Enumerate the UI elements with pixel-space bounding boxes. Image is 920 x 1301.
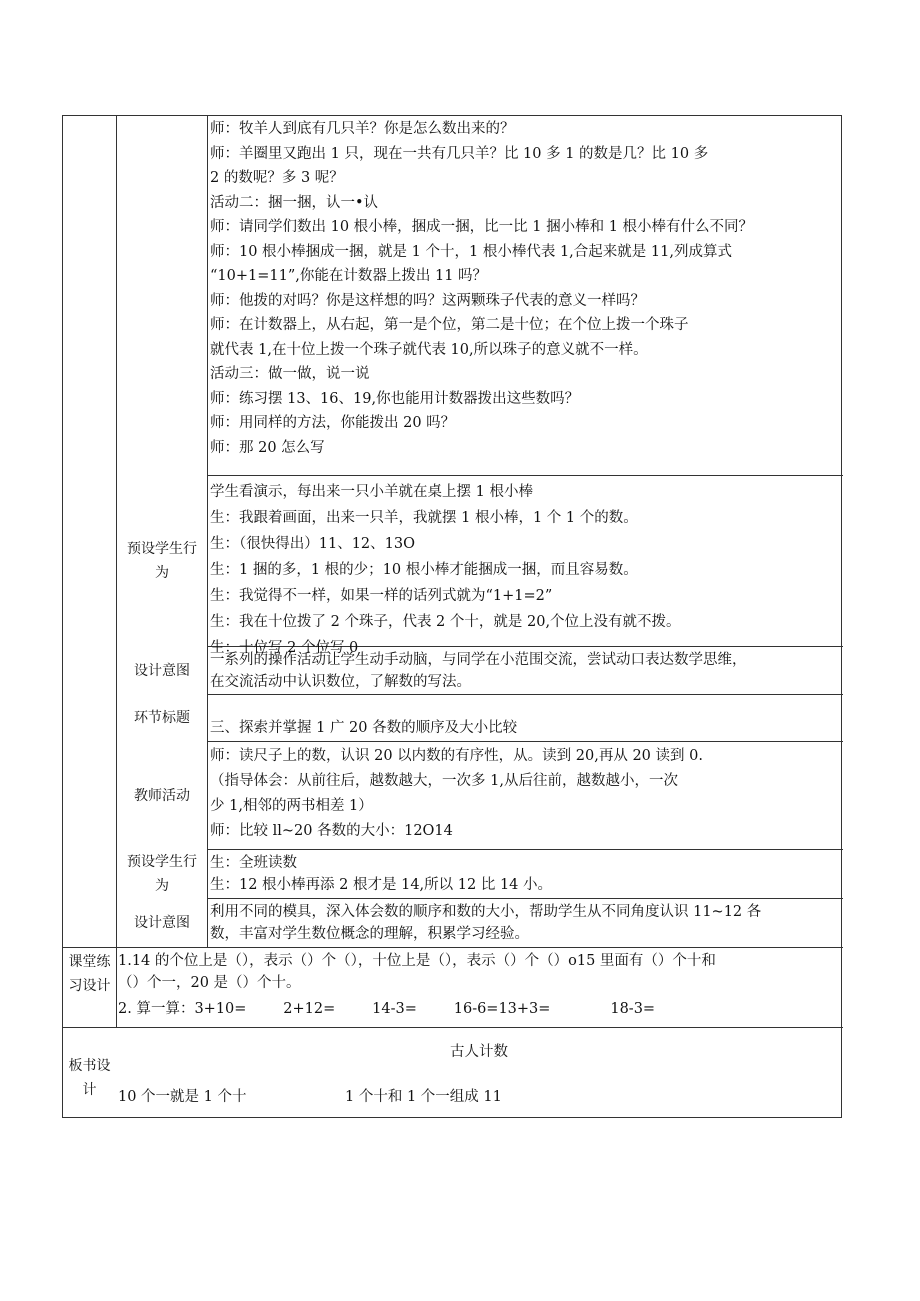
label-text: 为 [155, 878, 169, 894]
student-behavior-text [210, 479, 840, 656]
text-line: 2 的数呢？多 3 呢？ [210, 170, 344, 186]
row-divider [207, 475, 843, 476]
row-divider [63, 947, 843, 948]
text-line: 少 1,相邻的两书相差 1） [210, 798, 373, 814]
text-line: 三、探索并掌握 1 广 20 各数的顺序及大小比较 [210, 720, 518, 736]
board-design-label [63, 1028, 116, 1118]
label-text: 为 [155, 565, 169, 581]
text-line: 生：12 根小棒再添 2 根才是 14,所以 12 比 14 小。 [210, 877, 553, 893]
text-line: 师：那 20 怎么写 [210, 439, 325, 456]
label-text: 设计意图 [134, 915, 190, 931]
student-behavior-label-2 [117, 850, 207, 898]
text-line: 学生看演示，每出来一只小羊就在桌上摆 1 根小棒 [210, 484, 533, 500]
label-text: 计 [82, 1082, 97, 1098]
row-divider [207, 849, 843, 850]
practice-label [63, 948, 116, 1027]
teacher-activity-text-2 [210, 744, 840, 848]
text-line: （指导体会：从前往后，越数越大，一次多 1,从后往前，越数越小，一次 [210, 773, 678, 789]
label-text: 习设计 [68, 978, 111, 994]
text-line: 生：1 捆的多，1 根的少；10 根小棒才能捆成一捆，而且容易数。 [210, 562, 638, 578]
text-line: 师：用同样的方法，你能拨出 20 吗？ [210, 415, 456, 431]
text-line: 师：练习摆 13、16、19,你也能用计数器拨出这些数吗？ [210, 390, 580, 407]
label-text: 预设学生行 [127, 854, 197, 870]
design-intent-label-2 [117, 899, 207, 947]
text-line: 2. 算一算：3+10= 2+12= 14-3= 16-6=13+3= 18-3= [118, 1001, 656, 1017]
design-intent-text-2 [210, 901, 840, 946]
teacher-activity-label [117, 742, 207, 849]
text-line: 利用不同的模具，深入体会数的顺序和数的大小，帮助学生从不同角度认识 11~12 各 [210, 904, 762, 920]
text-line: 一系列的操作活动让学生动手动脑，与同学在小范围交流，尝试动口表达数学思维， [210, 652, 747, 668]
label-text: 板书设 [68, 1058, 111, 1074]
text-line: 活动二：捆一捆，认一•认 [210, 194, 379, 211]
text-line: 师：请同学们数出 10 根小棒，捆成一捆，比一比 1 捆小棒和 1 根小棒有什么不同？ [210, 219, 754, 235]
lesson-plan-table [62, 115, 842, 1118]
label-text: 设计意图 [134, 662, 190, 679]
text-line: 生：（很快得出）11、12、13O [210, 536, 415, 552]
text-line: 师：读尺子上的数，认识 20 以内数的有序性，从。读到 20,再从 20 读到 0. [210, 748, 703, 764]
text-line: 生：十位写 2 个位写 0 [210, 640, 359, 656]
section-title-text [210, 716, 840, 740]
text-line: 师：羊圈里又跑出 1 只，现在一共有几只羊？比 10 多 1 的数是几？比 10 多 [210, 145, 709, 162]
text-line: 生：全班读数 [210, 855, 297, 871]
col-divider-2 [207, 116, 208, 947]
text-line: 就代表 1,在十位上拨一个珠子就代表 10,所以珠子的意义就不一样。 [210, 341, 648, 358]
text-line: 师：10 根小棒捆成一捆，就是 1 个十，1 根小棒代表 1,合起来就是 11,列成算式 [210, 243, 732, 260]
design-intent-text [210, 649, 840, 693]
design-intent-label [117, 647, 207, 694]
text-line: 1.14 的个位上是（），表示（）个（），十位上是（），表示（）个（）o15 里面有（）个十和 [118, 953, 716, 969]
text-line: 10 个一就是 1 个十 [118, 1089, 247, 1105]
text-line: 1 个十和 1 个一组成 11 [345, 1089, 502, 1105]
text-line: 生：我在十位拨了 2 个珠子，代表 2 个十，就是 20,个位上没有就不拨。 [210, 614, 681, 630]
text-line: 在交流活动中认识数位，了解数的写法。 [210, 674, 471, 690]
student-behavior-text-2 [210, 852, 840, 897]
row-divider [207, 741, 843, 742]
board-title [118, 1040, 840, 1066]
label-text: 课堂练 [68, 954, 111, 970]
label-text: 预设学生行 [127, 541, 197, 557]
row-divider [63, 1027, 843, 1028]
text-line: （）个一，20 是（）个十。 [118, 975, 301, 991]
section-title-label [117, 695, 207, 741]
row-divider [207, 694, 843, 695]
text-line: 师：比较 ll~20 各数的大小：12O14 [210, 823, 453, 839]
text-line: 生：我觉得不一样，如果一样的话列式就为“1+1=2” [210, 588, 553, 604]
board-left-text [118, 1085, 348, 1111]
text-line: 生：我跟着画面，出来一只羊，我就摆 1 根小棒，1 个 1 个的数。 [210, 510, 638, 526]
label-text: 环节标题 [134, 710, 190, 726]
text-line: 活动三：做一做，说一说 [210, 366, 370, 382]
text-line: “10+1=11”,你能在计数器上拨出 11 吗？ [210, 268, 488, 284]
text-line: 古人计数 [450, 1044, 508, 1060]
text-line: 师：在计数器上，从右起，第一是个位，第二是十位；在个位上拨一个珠子 [210, 317, 689, 333]
label-text: 教师活动 [134, 787, 190, 804]
text-line: 师：他拨的对吗？你是这样想的吗？这两颗珠子代表的意义一样吗？ [210, 292, 645, 309]
board-right-text [345, 1085, 605, 1111]
text-line: 数，丰富对学生数位概念的理解，积累学习经验。 [210, 926, 529, 942]
practice-text [118, 950, 840, 1026]
teacher-activity-text [210, 117, 840, 473]
student-behavior-label [117, 476, 207, 646]
text-line: 师：牧羊人到底有几只羊？你是怎么数出来的？ [210, 121, 515, 137]
row-divider [207, 898, 843, 899]
